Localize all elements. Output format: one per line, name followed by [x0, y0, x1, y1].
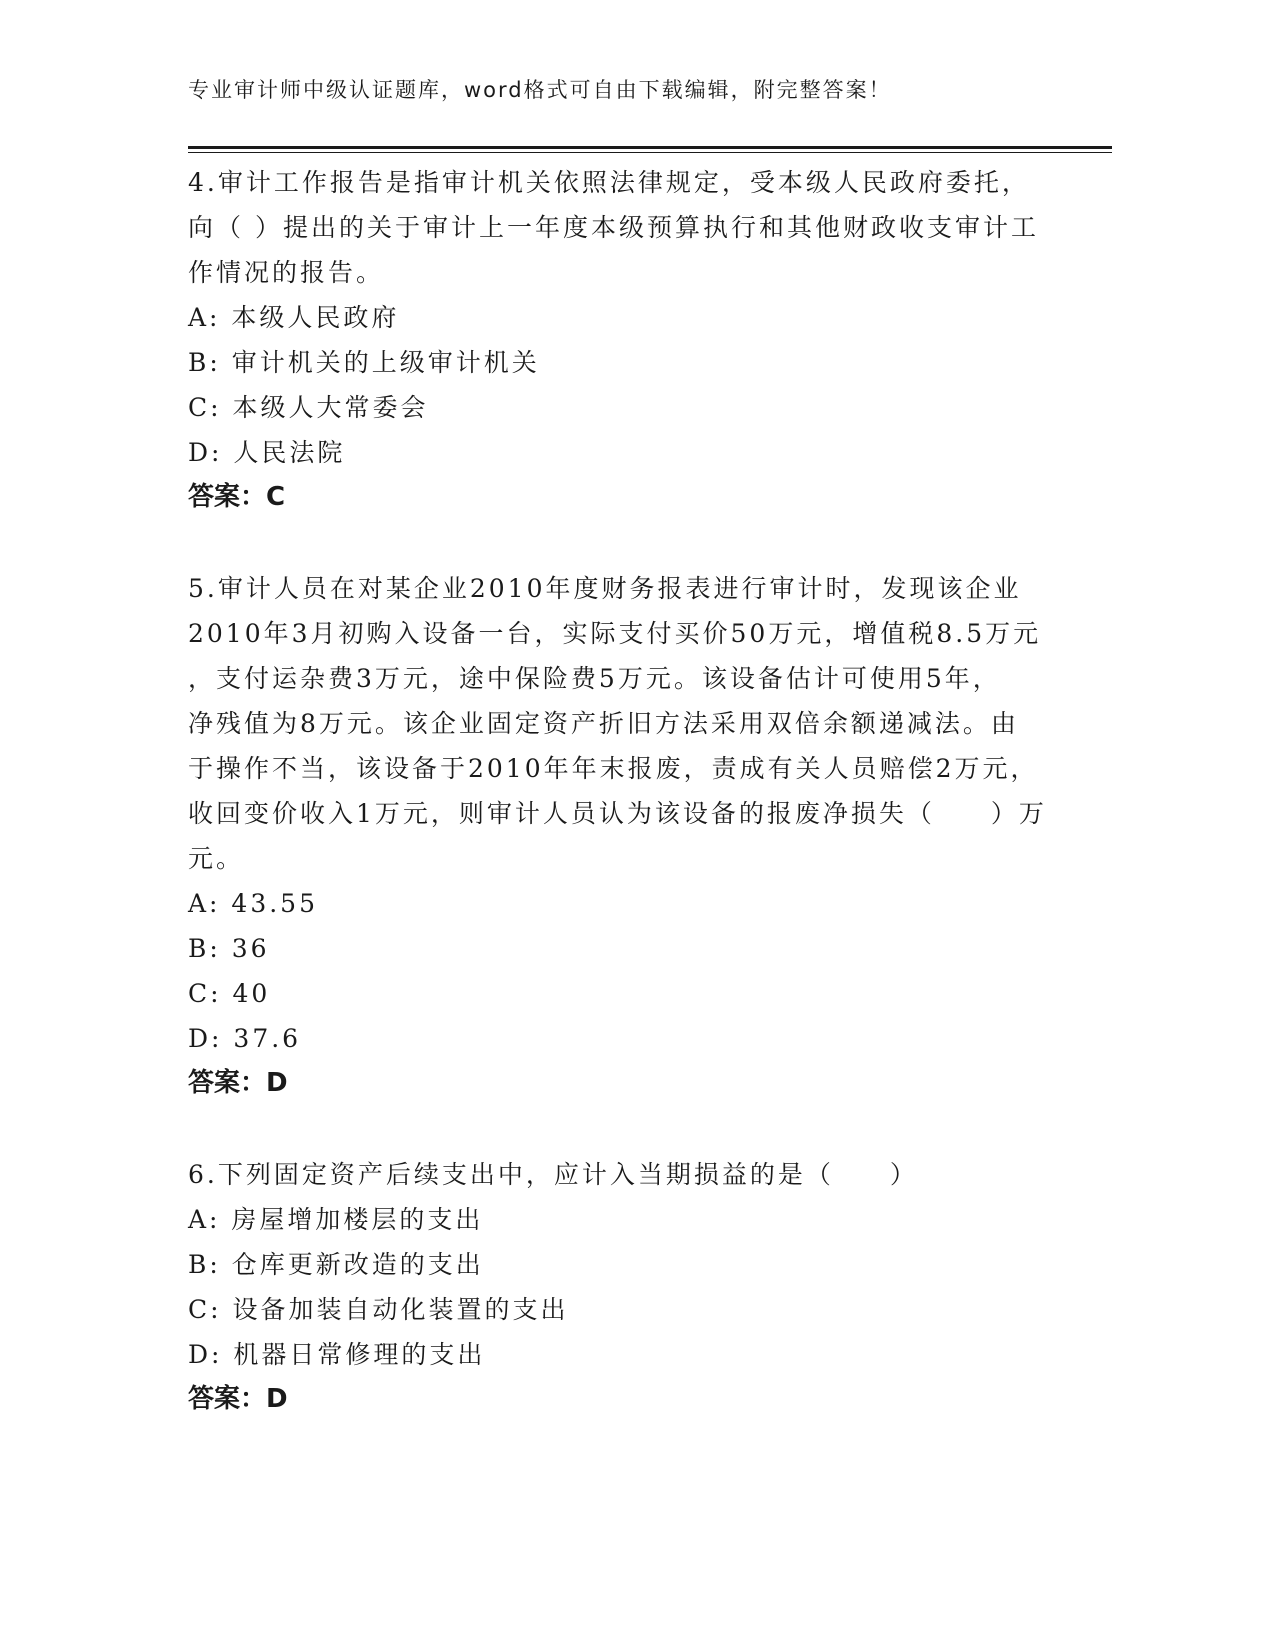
option-a: A: 43.55 [188, 889, 318, 918]
option-b: B: 仓库更新改造的支出 [188, 1250, 484, 1279]
question-text-line: 于操作不当，该设备于2010年年末报废，责成有关人员赔偿2万元， [188, 754, 1039, 783]
option-c: C: 设备加装自动化装置的支出 [188, 1295, 569, 1324]
question-text-line: 向（ ）提出的关于审计上一年度本级预算执行和其他财政收支审计工 [188, 213, 1039, 242]
option-c: C: 40 [188, 979, 271, 1008]
question-text-line: 4.审计工作报告是指审计机关依照法律规定，受本级人民政府委托， [188, 168, 1030, 197]
header-divider [188, 146, 1112, 149]
question-text-line: 收回变价收入1万元，则审计人员认为该设备的报废净损失（ ）万 [188, 799, 1047, 828]
option-d: D: 37.6 [188, 1024, 302, 1053]
option-c: C: 本级人大常委会 [188, 393, 429, 422]
answer-label: 答案：D [188, 1068, 288, 1098]
question-text-line: 6.下列固定资产后续支出中，应计入当期损益的是（ ） [188, 1160, 918, 1189]
option-a: A: 房屋增加楼层的支出 [188, 1205, 484, 1234]
question-text-line: ，支付运杂费3万元，途中保险费5万元。该设备估计可使用5年， [188, 664, 1001, 693]
option-d: D: 机器日常修理的支出 [188, 1340, 486, 1369]
question-5 [188, 566, 1088, 1106]
question-text-line: 作情况的报告。 [188, 258, 385, 287]
question-list [188, 160, 1088, 1422]
header-divider-thin [188, 152, 1112, 153]
question-text-line: 元。 [188, 844, 245, 873]
question-spacer [188, 520, 1088, 566]
question-text-line: 5.审计人员在对某企业2010年度财务报表进行审计时，发现该企业 [188, 574, 1022, 603]
answer-label: 答案：C [188, 482, 286, 512]
option-d: D: 人民法院 [188, 438, 346, 467]
question-text-line: 2010年3月初购入设备一台，实际支付买价50万元，增值税8.5万元 [188, 619, 1042, 648]
answer-label: 答案：D [188, 1384, 288, 1414]
option-b: B: 36 [188, 934, 270, 963]
question-6 [188, 1152, 1088, 1422]
page-header: 专业审计师中级认证题库，word格式可自由下载编辑，附完整答案！ [188, 78, 892, 102]
option-a: A: 本级人民政府 [188, 303, 400, 332]
option-b: B: 审计机关的上级审计机关 [188, 348, 540, 377]
question-spacer [188, 1106, 1088, 1152]
question-text-line: 净残值为8万元。该企业固定资产折旧方法采用双倍余额递减法。由 [188, 709, 1019, 738]
question-4 [188, 160, 1088, 520]
